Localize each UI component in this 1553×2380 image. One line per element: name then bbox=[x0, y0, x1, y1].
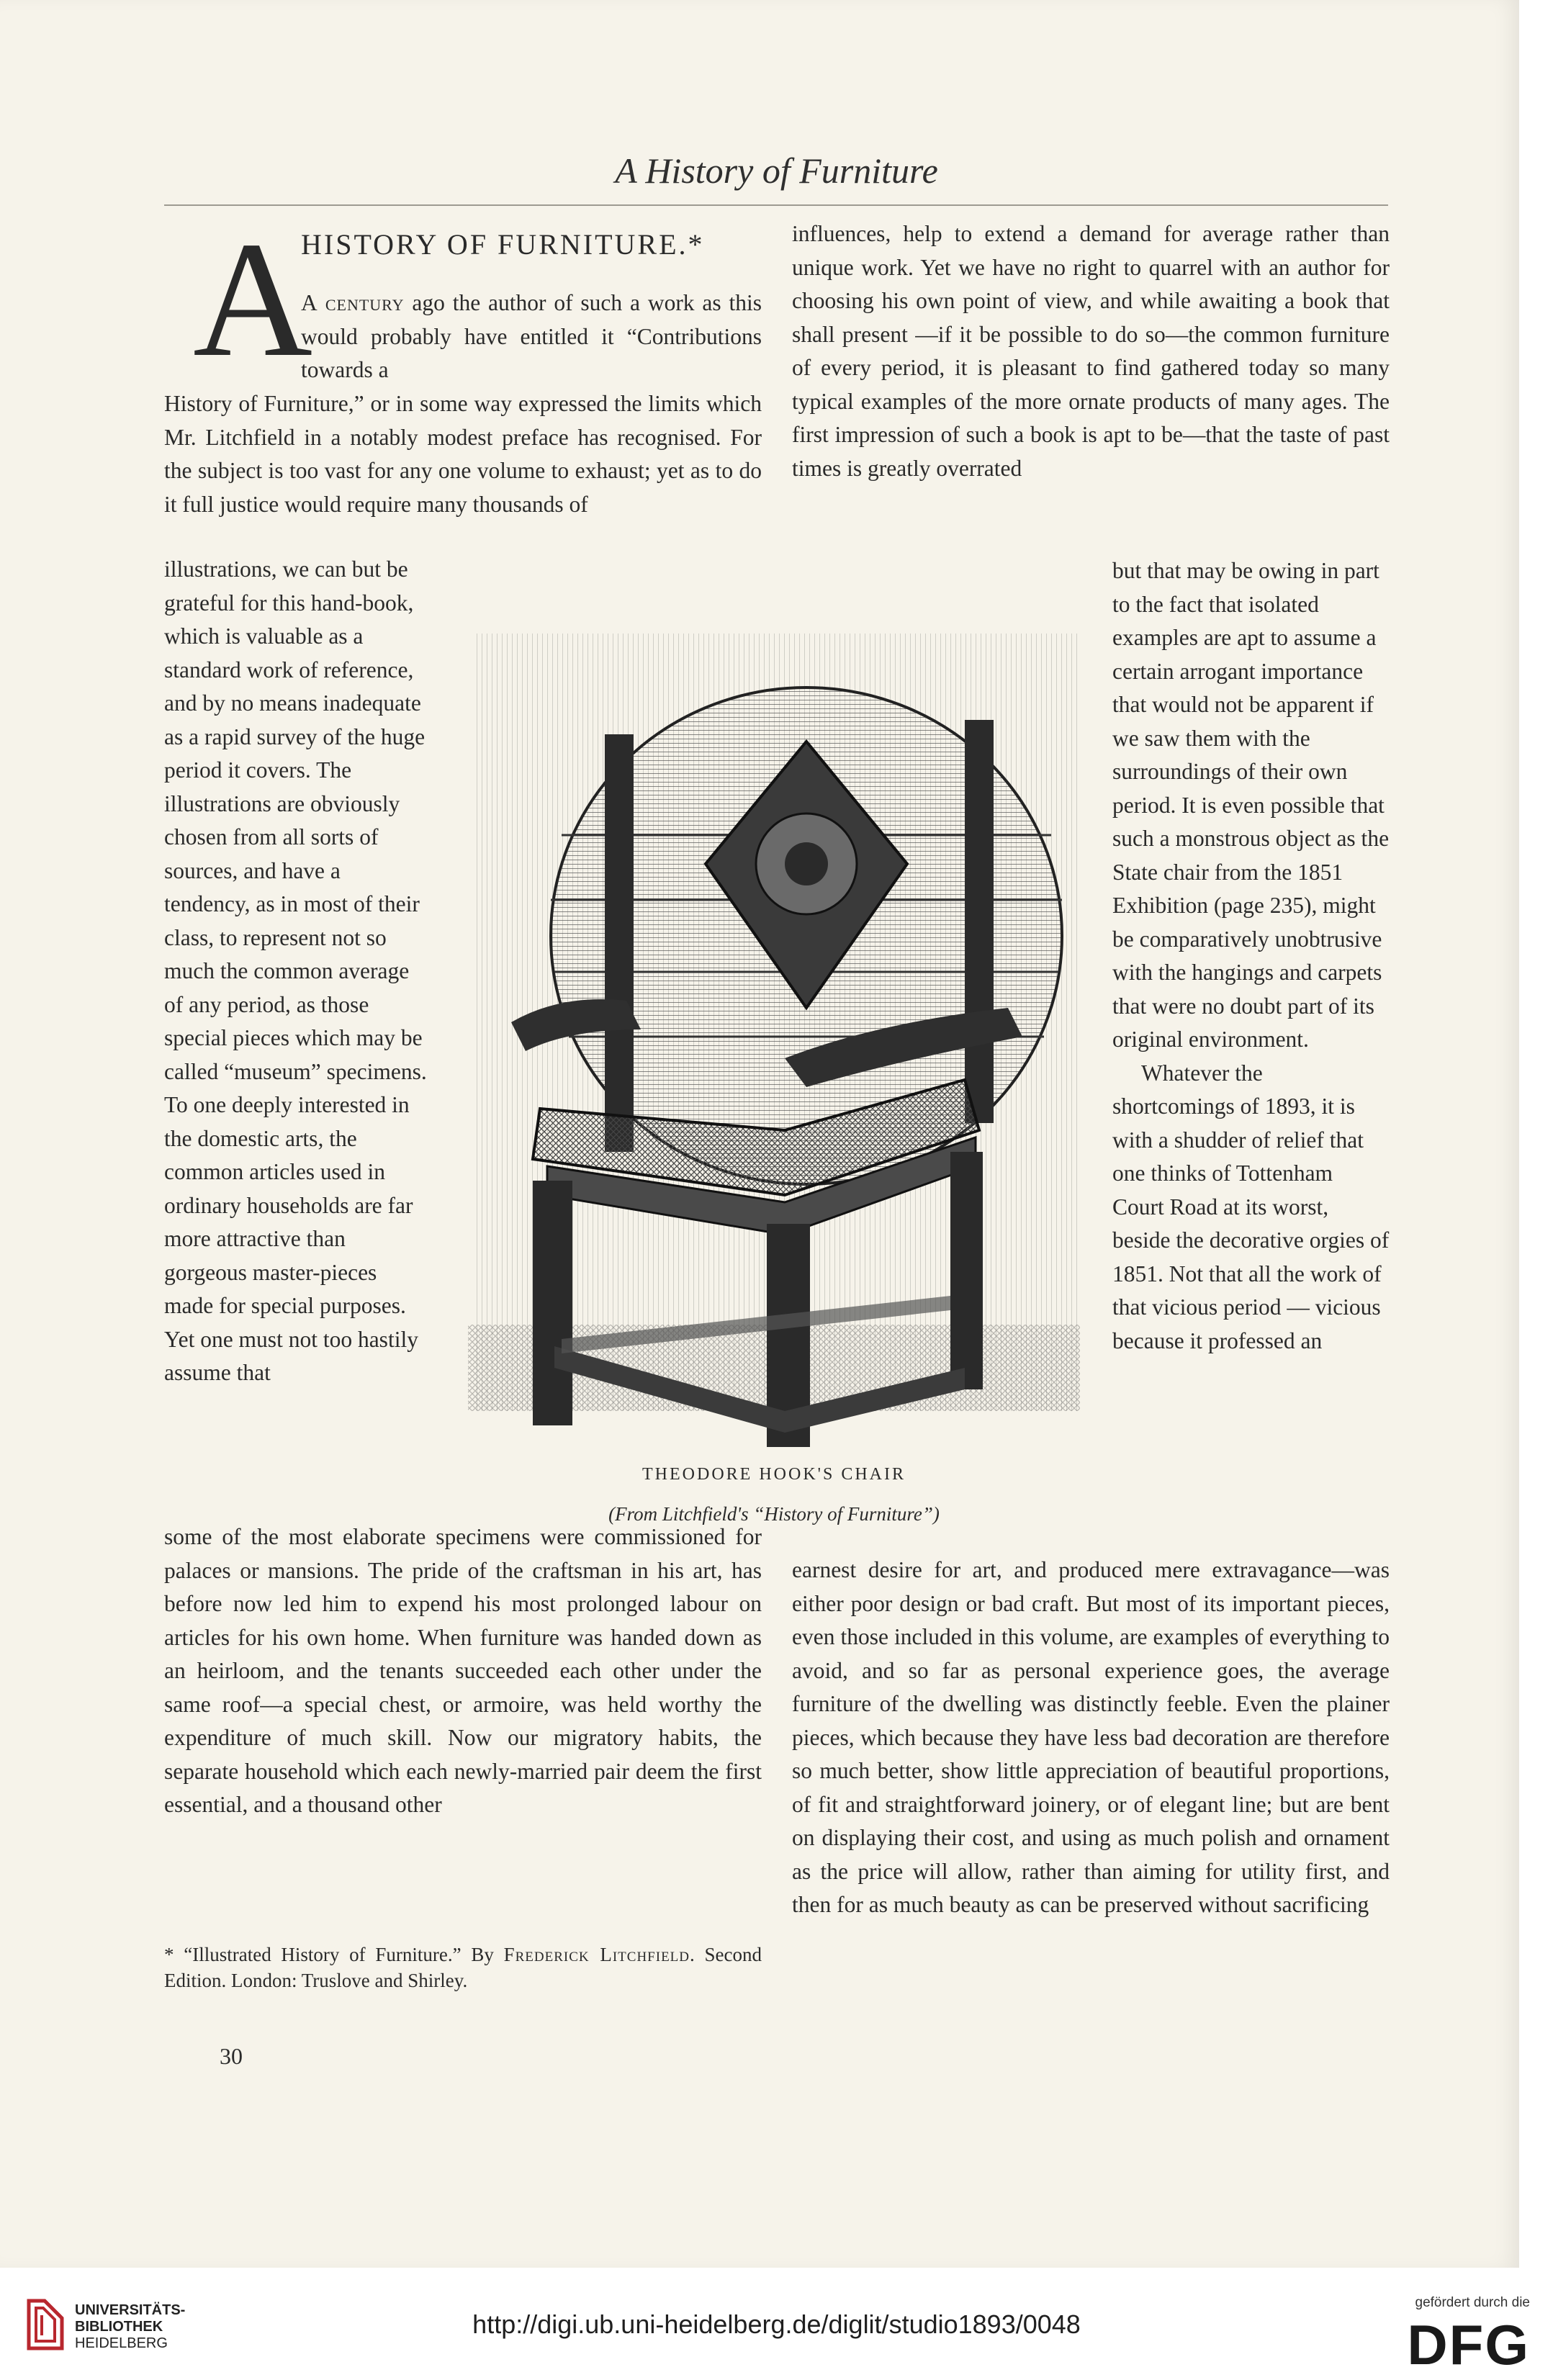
header-rule bbox=[164, 204, 1388, 206]
digitization-url[interactable]: http://digi.ub.uni-heidelberg.de/diglit/studio1893/0048 bbox=[472, 2309, 1081, 2339]
left-column-top bbox=[164, 207, 762, 521]
library-name-line-3: HEIDELBERG bbox=[75, 2335, 168, 2351]
paragraph-left-bottom: some of the most elaborate specimens were commissioned for palaces or mansions. The pride of the craftsman in his art, has before now led him to expend his most prolonged labour on articles for his own home. When furniture was handed down as an heirloom, and the tenants succeeded each other under the same roof—a special chest, or armoire, was held worthy the expenditure of much skill. Now our migratory habits, the separate household which each newly-married pair deem the first essential, and a thousand other bbox=[164, 1524, 762, 1817]
paragraph-left-continued: History of Furniture,” or in some way expressed the limits which Mr. Litchfield in a notably modest preface has recognised. For the subject is too vast for any one volume to exhaust; yet as to do it full justice would require many thousands of bbox=[164, 391, 762, 517]
paragraph-right-bottom: earnest desire for art, and produced mere extravagance—was either poor design or bad craft. But most of its important pieces, even those included in this volume, are examples of everything to avoid, and so far as personal experience goes, the average furniture of the dwelling was distinctly feeble. Even the plainer pieces, which because they have less bad decoration are therefore so much better, show little appreciation of beautiful proportions, of fit and straightforward joinery, or of elegant line; but are bent on displaying their cost, and using as much polish and ornament as the price will allow, rather than aiming for utility first, and then for as much beauty as can be preserved without sacrificing bbox=[792, 1557, 1390, 1917]
paragraph-right-narrow-2: Whatever the shortcomings of 1893, it is with a shudder of relief that one thinks of Tottenham Court Road at its worst, beside the decorative orgies of 1851. Not that all the work of that vicious period — vicious because it professed an bbox=[1112, 1060, 1390, 1353]
paragraph-right-narrow-1: but that may be owing in part to the fact that isolated examples are apt to assume a certain arrogant importance that would not be apparent if we saw them with the surroundings of their own period. It is even possible that such a monstrous object as the State chair from the 1851 Exhibition (page 235), might be comparatively unobtrusive with the hangings and carpets that were no doubt part of its original environment. bbox=[1112, 558, 1390, 1052]
figure-caption: THEODORE HOOK'S CHAIR bbox=[642, 1465, 906, 1484]
right-column-narrow bbox=[1112, 554, 1390, 1358]
footnote-author: Frederick Litchfield bbox=[503, 1944, 690, 1965]
footnote-marker: * “Illustrated History of Furniture.” By bbox=[164, 1944, 504, 1965]
opening-paragraph bbox=[301, 287, 762, 387]
chair-illustration bbox=[446, 562, 1102, 1461]
right-column-top bbox=[792, 217, 1390, 485]
figure-credit: (From Litchfield's “History of Furniture”) bbox=[608, 1503, 940, 1525]
footnote-rest: . Second Edition. London: Truslove and Shirley. bbox=[164, 1944, 762, 1991]
left-column-narrow bbox=[164, 553, 431, 1390]
article-title: HISTORY OF FURNITURE.* bbox=[301, 228, 705, 261]
dropcap-block bbox=[164, 207, 762, 391]
right-column-bottom bbox=[792, 1554, 1390, 1922]
dropcap-text bbox=[301, 225, 762, 387]
opening-lead: ago the author of such a work as this would probably have entitled it “Contributions towards a bbox=[301, 290, 762, 382]
dfg-logo[interactable]: DFG bbox=[1407, 2313, 1530, 2376]
paragraph-right-top: influences, help to extend a demand for average rather than unique work. Yet we have no right to quarrel with an author for choosing his own point of view, and while awaiting a book that shall present —if it be possible to do so—the common furniture of every period, it is pleasant to find gathered today so many typical examples of the more ornate products of many ages. The first impression of such a book is apt to be—that the taste of past times is greatly overrated bbox=[792, 221, 1390, 481]
library-name-line-1: UNIVERSITÄTS- bbox=[75, 2302, 186, 2318]
chair-engraving bbox=[446, 562, 1102, 1461]
library-name-line-2: BIBLIOTHEK bbox=[75, 2319, 163, 2335]
dropcap-letter: A bbox=[193, 207, 313, 391]
funder-label: gefördert durch die bbox=[1415, 2295, 1530, 2310]
left-column-bottom bbox=[164, 1520, 762, 1822]
opening-smallcaps: A century bbox=[301, 290, 405, 315]
paragraph-left-narrow: illustrations, we can but be grateful for this hand-book, which is valuable as a standard work of reference, and by no means inadequate as a rapid survey of the huge period it covers. The illustrations are obviously chosen from all sorts of sources, and have a tendency, as in most of their class, to represent not so much the common average of any period, as those special pieces which may be called “museum” specimens. To one deeply interested in the domestic arts, the common articles used in ordinary households are far more attractive than gorgeous master-pieces made for special purposes. Yet one must not too hastily assume that bbox=[164, 556, 427, 1385]
digitization-footer bbox=[0, 2268, 1553, 2380]
running-head: A History of Furniture bbox=[615, 150, 938, 191]
page-number: 30 bbox=[220, 2043, 243, 2069]
footnote bbox=[164, 1942, 762, 1993]
